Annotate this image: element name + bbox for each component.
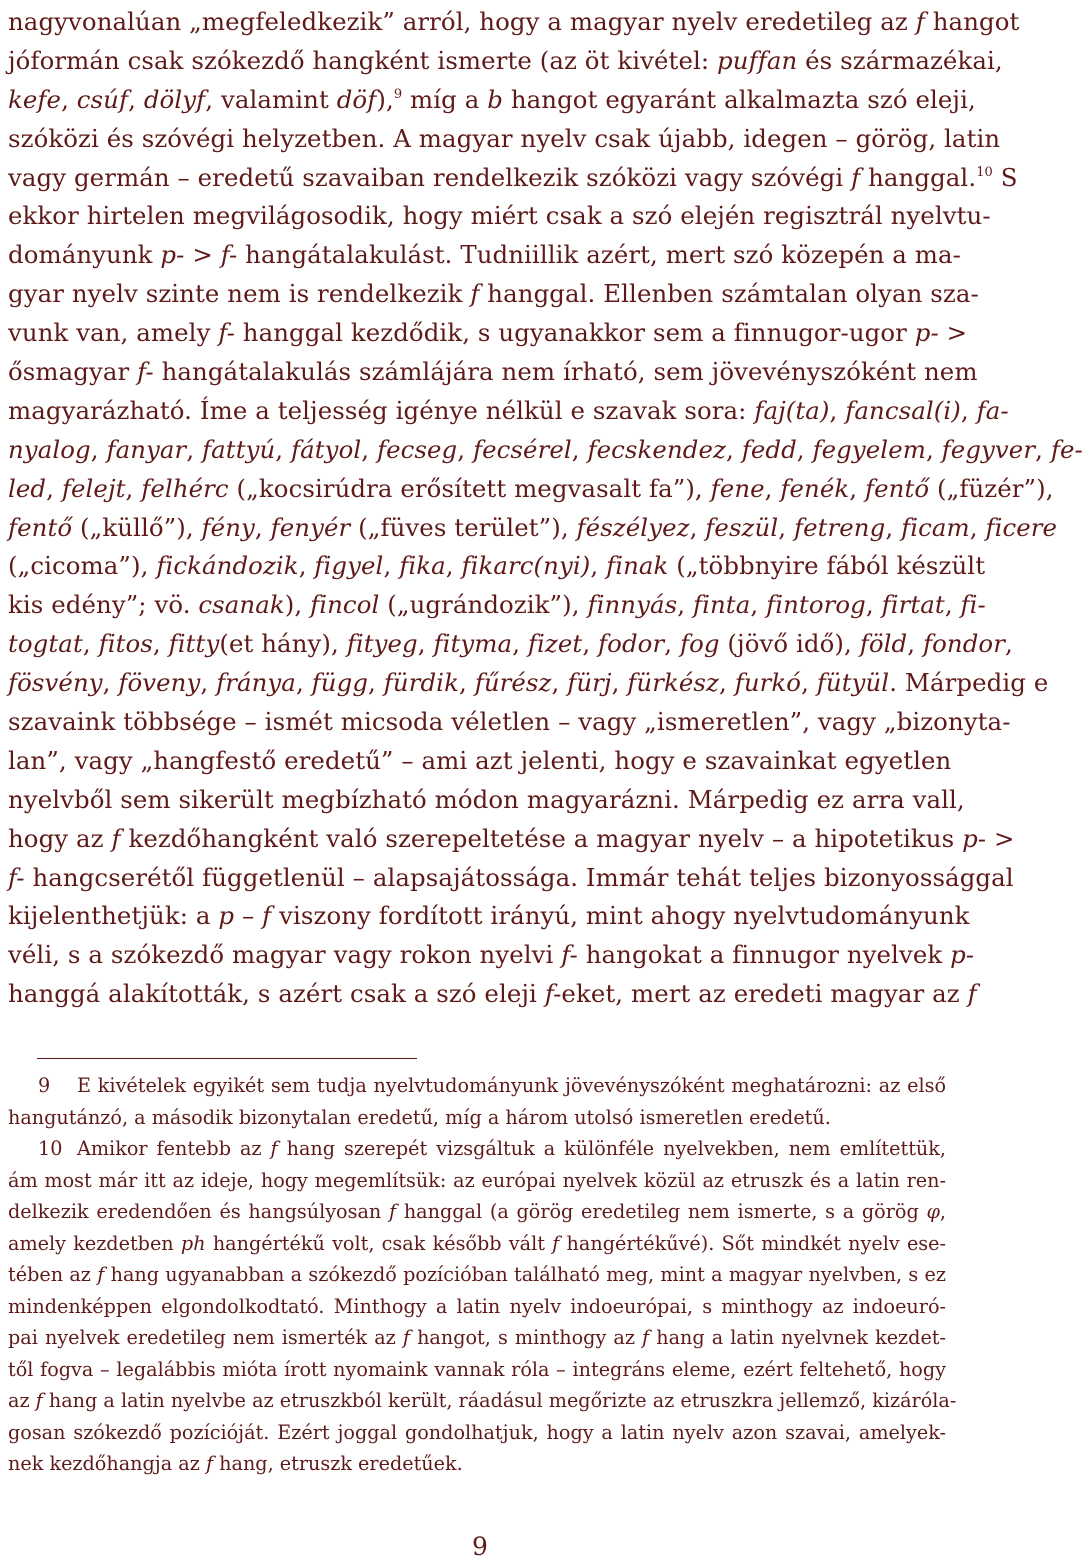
- text-line: hogy az f kezdőhangként való szerepeltetése a magyar nyelv – a hipotetikus p- >: [8, 823, 1015, 853]
- text-line: fösvény, föveny, fránya, függ, fürdik, fűrész, fürj, fürkész, furkó, fütyül. Márpedig e: [8, 668, 1049, 698]
- text-line: fentő („küllő”), fény, fenyér („füves terület”), fészélyez, feszül, fetreng, ficam, ficere: [8, 512, 1058, 542]
- footnote-text: amely kezdetben ph hangértékű volt, csak később vált f hangértékűvé). Sőt mindkét nyelv ese-: [8, 1231, 946, 1255]
- main-paragraph: [8, 3, 1083, 1014]
- text-line: vagy germán – eredetű szavaiban rendelkezik szóközi vagy szóvégi f hanggal.$^{10}$ S: [8, 162, 1018, 192]
- text-line: kefe, csúf, dölyf, valamint döf),$^9$ míg a b hangot egyaránt alkalmazta szó eleji,: [8, 84, 976, 114]
- text-line: szavaink többsége – ismét micsoda véletlen – vagy „ismeretlen”, vagy „bizonyta-: [8, 707, 1011, 737]
- text-line: ekkor hirtelen megvilágosodik, hogy miért csak a szó elején regisztrál nyelvtu-: [8, 201, 991, 231]
- footnote-line: [8, 1385, 957, 1417]
- text-line: dományunk p- > f- hangátalakulást. Tudniillik azért, mert szó közepén a ma-: [8, 240, 962, 270]
- footnote-text: tében az f hang ugyanabban a szókezdő pozícióban található meg, mint a magyar nyelvben, s ez: [8, 1263, 946, 1286]
- text-line: kis edény”; vö. csanak), fincol („ugrándozik”), finnyás, finta, fintorog, firtat, fi-: [8, 590, 986, 620]
- text-line: ősmagyar f- hangátalakulás számlájára nem írható, sem jövevényszóként nem: [8, 357, 978, 387]
- footnote-separator: [37, 1058, 417, 1059]
- footnote-text: az f hang a latin nyelvbe az etruszkból került, ráadásul megőrizte az etruszkra jellemző, kizáróla-: [8, 1389, 957, 1412]
- page-number: 9: [472, 1532, 488, 1561]
- text-line: lan”, vagy „hangfestő eredetű” – ami azt jelenti, hogy e szavainkat egyetlen: [8, 745, 952, 775]
- text-line: gyar nyelv szinte nem is rendelkezik f hanggal. Ellenben számtalan olyan sza-: [8, 279, 979, 309]
- text-line: nagyvonalúan „megfeledkezik” arról, hogy a magyar nyelv eredetileg az f hangot: [8, 7, 1020, 36]
- text-line: („cicoma”), fickándozik, figyel, fika, fikarc(nyi), finak („többnyire fából készült: [8, 551, 986, 581]
- footnote-text: ám most már itt az ideje, hogy megemlítsük: az európai nyelvek közül az etruszk és a latin ren-: [8, 1168, 946, 1192]
- footnote-text: Amikor fentebb az f hang szerepét vizsgáltuk a különféle nyelvekben, nem említettük,: [77, 1137, 946, 1160]
- footnote-text: hangutánzó, a második bizonytalan eredetű, míg a három utolsó ismeretlen eredetű.: [8, 1105, 831, 1129]
- text-line: togtat, fitos, fitty(et hány), fityeg, fityma, fizet, fodor, fog (jövő idő), föld, fondor,: [8, 629, 1013, 659]
- text-line: led, felejt, felhérc („kocsirúdra erősített megvasalt fa”), fene, fenék, fentő („füzér”),: [8, 473, 1054, 503]
- footnote-line: [8, 1133, 946, 1165]
- footnote-line: [8, 1070, 946, 1102]
- footnote-number: 10: [38, 1137, 63, 1160]
- text-line: vunk van, amely f- hanggal kezdődik, s ugyanakkor sem a finnugor-ugor p- >: [8, 318, 968, 348]
- text-line: szóközi és szóvégi helyzetben. A magyar nyelv csak újabb, idegen – görög, latin: [8, 123, 1001, 153]
- footnote-text: delkezik eredendően és hangsúlyosan f hanggal (a görög eredetileg nem ismerte, s a görög φ,: [8, 1200, 947, 1223]
- footnotes: [8, 1070, 957, 1480]
- footnote-text: mindenképpen elgondolkodtató. Minthogy a latin nyelv indoeurópai, s minthogy az indoeuró-: [8, 1294, 946, 1318]
- footnote-line: [8, 1291, 946, 1323]
- footnote-text: E kivételek egyikét sem tudja nyelvtudományunk jövevényszóként meghatározni: az első: [77, 1074, 946, 1097]
- footnote-text: től fogva – legalábbis mióta írott nyomaink vannak róla – integráns eleme, ezért feltehető, hogy: [8, 1357, 946, 1381]
- footnote-text: nek kezdőhangja az f hang, etruszk eredetűek.: [8, 1452, 463, 1475]
- footnote-text: gosan szókezdő pozícióját. Ezért joggal gondolhatjuk, hogy a latin nyelv azon szavai, amelyek-: [8, 1420, 946, 1444]
- footnote-line: [8, 1196, 946, 1228]
- text-line: hanggá alakították, s azért csak a szó eleji f-eket, mert az eredeti magyar az f: [8, 979, 977, 1009]
- text-line: kijelenthetjük: a p – f viszony fordított irányú, mint ahogy nyelvtudományunk: [8, 901, 970, 931]
- footnote-line: [8, 1259, 946, 1291]
- footnote-line: [8, 1165, 946, 1197]
- footnote-line: [8, 1102, 946, 1134]
- footnote-line: [8, 1417, 946, 1449]
- footnote-line: [8, 1448, 946, 1480]
- text-line: jóformán csak szókezdő hangként ismerte (az öt kivétel: puffan és származékai,: [8, 45, 1003, 75]
- text-line: nyelvből sem sikerült megbízható módon magyarázni. Márpedig ez arra vall,: [8, 784, 965, 814]
- text-line: f- hangcserétől függetlenül – alapsajátossága. Immár tehát teljes bizonyossággal: [8, 862, 1014, 892]
- text-line: véli, s a szókezdő magyar vagy rokon nyelvi f- hangokat a finnugor nyelvek p-: [8, 940, 975, 970]
- footnote-line: [8, 1354, 946, 1386]
- text-line: nyalog, fanyar, fattyú, fátyol, fecseg, fecsérel, fecskendez, fedd, fegyelem, fegyver, fe-: [8, 434, 1083, 464]
- footnote-line: [8, 1322, 946, 1354]
- footnote-text: pai nyelvek eredetileg nem ismerték az f hangot, s minthogy az f hang a latin nyelvnek kezdet-: [8, 1326, 947, 1349]
- footnote-line: [8, 1228, 946, 1260]
- text-line: magyarázható. Íme a teljesség igénye nélkül e szavak sora: faj(ta), fancsal(i), fa-: [8, 395, 1009, 425]
- footnote-number: 9: [38, 1074, 51, 1097]
